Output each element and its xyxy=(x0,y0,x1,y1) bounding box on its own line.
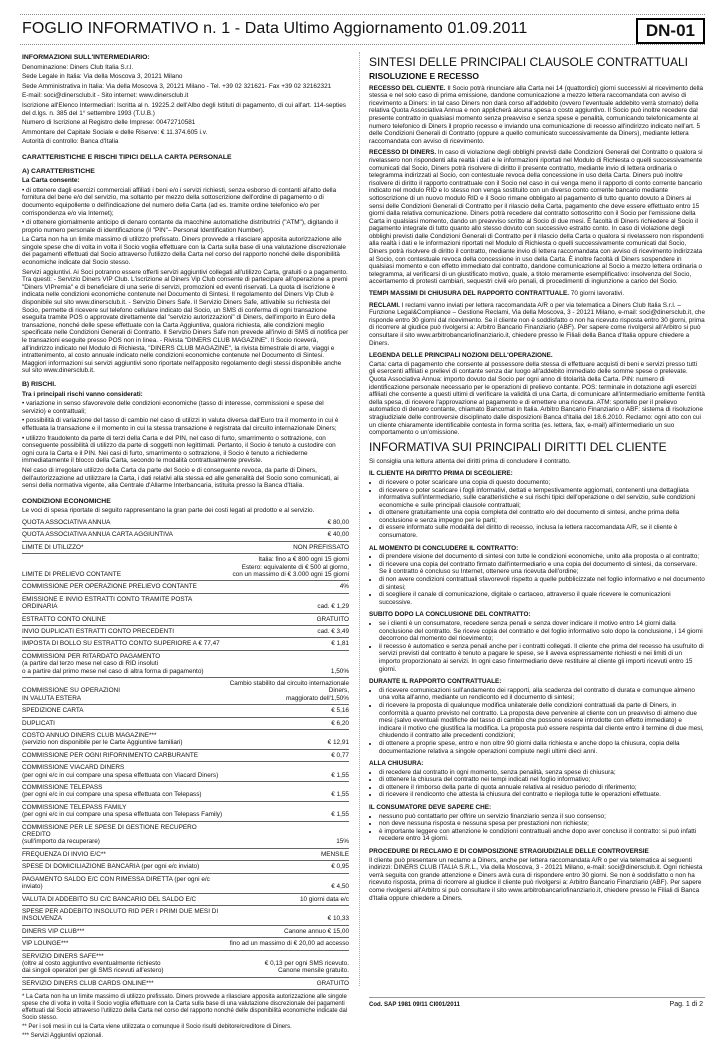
intermediary-line: Sede Amministrativa in Italia: Via della Moscova 3, 20121 Milano - Tel. +39 02 321621- Fax +39 02 32162321 xyxy=(22,82,332,90)
cost-label: QUOTA ASSOCIATIVA ANNUA CARTA AGGIUNTIVA xyxy=(22,529,224,541)
cost-label: DUPLICATI xyxy=(22,717,224,729)
legend-paragraph: Carta: carta di pagamento che consente al possessore della stessa di effettuare acquisti di beni e servizi presso tutti gli esercenti affiliati e prelievi di contante senza dar luogo all'addebito immediato delle somme spese o prelevate. Quota Associativa Annua: importo dovuto dal Socio per ogni anno di titolarità della Carta. PIN: numero di identificazione personale necessario per le operazioni di prelievo contante. POS: terminale in dotazione agli esercizi affiliati che consente a questi ultimi di verificare la validità di una Carta, di comunicare all'intermediario emittente l'entità della spesa, di ricevere l'approvazione al pagamento e di emettere una ricevuta. ATM: sportello per il prelievo automatico di denaro contante, chiamato Bancomat in Italia. Arbitro Bancario Finanziario o ABF: sistema di risoluzione stragiudiziale delle controversie disciplinato dalle disposizioni Banca d'Italia del 18.6.2010. Reclamo: ogni atto con cui un cliente chiaramente identificabile contesta in forma scritta (es. lettera, fax, e-mail) all'intermediario un suo comportamento o un'omissione. xyxy=(369,360,705,437)
list-item: • il recesso è automatico e senza penali anche per i contratti collegati. Il cliente che prima del recesso ha usufruito di servizi previsti dal contratto è tenuto a pagare le spese, se li aveva espressamente richiesti e nei limiti di un importo proporzionato ai servizi. In ogni caso l'intermediario deve restituire al cliente gli importi ricevuti entro 15 giorni. xyxy=(379,643,705,673)
footnote: *** Servizi Aggiuntivi opzionali. xyxy=(22,1033,104,1040)
cost-value: € 0,77 xyxy=(224,749,349,761)
cost-label: COMMISSIONE SU OPERAZIONI IN VALUTA ESTERA xyxy=(22,677,224,704)
page-title: FOGLIO INFORMATIVO n. 1 - Data Ultimo Aggiornamento 01.09.2011 xyxy=(22,20,528,37)
cost-label: VALUTA DI ADDEBITO SU C/C BANCARIO DEL SALDO E/C xyxy=(22,893,224,905)
cost-row xyxy=(22,782,349,802)
list-item: • se i clienti è un consumatore, recedere senza penali e senza dover indicare il motivo entro 14 giorni dalla conclusione del contratto. Se riceve copia del contratto e del foglio informativo solo dopo la conclusione, i 14 giorni decorrono dal momento del ricevimento; xyxy=(379,620,705,643)
cost-value: cad. € 1,29 xyxy=(224,593,349,613)
cost-label: INVIO DUPLICATI ESTRATTI CONTO PRECEDENTI xyxy=(22,625,224,637)
header-top-rule xyxy=(20,14,705,15)
cost-row xyxy=(22,801,349,821)
cost-value: 4% xyxy=(224,581,349,593)
diners-withdrawal-paragraph: RECESSO DI DINERS. In caso di violazione degli obblighi previsti dalle Condizioni Generali del Contratto o qualora si rivelassero non rispondenti alla realtà i dati e le informazioni riportati nel Modulo di Richiesta o quelli successivamente comunicati dal Socio, Diners potrà risolvere di diritto il presente contratto, mediante invio di lettera ordinaria o telegramma indirizzati al Socio, con contestuale revoca della concessione in uso della Carta. Diners può inoltre risolvere di diritto il rapporto contrattuale con il Socio nel caso in cui venga meno il rapporto di conto corrente bancario indicato nel modulo RID e lo stesso non venga sostituito con un diverso conto corrente bancario mediante sottoscrizione di un nuovo modulo RID e il Socio rimane obbligato al pagamento di tutto quanto dovuto a Diners ai sensi delle Condizioni Generali di Contratto per il rilascio della Carta, pagamento che deve essere effettuato entro 15 giorni dalla relativa comunicazione. Diners potrà recedere dal contratto sottoscritto con il Socio per l'emissione della Carta in qualsiasi momento, dando un preavviso scritto al Socio di due mesi. È facoltà di Diners richiedere al Socio il pagamento integrale di tutto quanto allo stesso dovuto con successivo estratto conto. In caso di violazione degli obblighi previsti dalle Condizioni Generali di Contratto per il rilascio della Carta o qualora si rivelassero non rispondenti alla realtà i dati e le informazioni riportati nel Modulo di Richiesta o quelli successivamente comunicati dal Socio, Diners potrà risolvere di diritto il contratto, mediante invio di lettera raccomandata con avviso di ricevimento indirizzata al Socio, con contestuale revoca della concessione in uso della Carta. È inoltre facoltà di Diners sospendere in qualsiasi momento e con effetto immediato dal contratto, dandone comunicazione al Socio a mezzo lettera ordinaria o telegramma, al verificarsi di un giustificato motivo, quale, a titolo meramente esemplificativo: insolvenza del Socio, accertamento di protesti cambiari, sequestri civili e/o penali, di procedimenti di ingiunzione a carico del Socio. xyxy=(369,149,704,286)
list-item: • di ricevere o poter scaricare una copia di questo documento; xyxy=(379,479,705,487)
cost-value: Italia: fino a € 800 ogni 15 giorni Estero: equivalente di € 500 al giorno, con un massimo di € 3.000 ogni 15 giorni xyxy=(224,554,349,581)
customer-withdrawal-paragraph: RECESSO DEL CLIENTE. Il Socio potrà rinunciare alla Carta nei 14 (quattordici) giorni successivi al ricevimento della stessa e nel solo caso di prima emissione, dandone comunicazione a mezzo lettera raccomandata con avviso di ricevimento a Diners: in tal caso Diners non darà corso all'addebito (ovvero l'eventuale addebito verrà stornato) della relativa Quota Associativa Annua e non applicherà alcuna spesa o costo aggiuntivo. Il Socio può inoltre recedere dal presente contratto in qualsiasi momento senza preavviso e senza spese e penalità, comunicando telefonicamente al numero telefonico di Diners il proprio recesso e inviando una comunicazione di recesso all'indirizzo indicato nell'art. 5 delle Condizioni Generali di Contratto (oppure a quello comunicato successivamente da Diners), mediante lettera raccomandata con avviso di ricevimento. xyxy=(369,84,704,145)
cost-value: € 6,20 xyxy=(224,717,349,729)
cost-row xyxy=(22,541,349,553)
cost-row xyxy=(22,873,349,893)
cost-value: € 0,95 xyxy=(224,861,349,873)
cost-label: LIMITE DI UTILIZZO* xyxy=(22,541,224,553)
rights-during-heading: DURANTE IL RAPPORTO CONTRATTUALE: xyxy=(369,678,502,686)
cost-row xyxy=(22,613,349,625)
cost-label: PAGAMENTO SALDO E/C CON RIMESSA DIRETTA (per ogni e/c inviato) xyxy=(22,873,224,893)
risks-paragraph: • utilizzo fraudolento da parte di terzi della Carta e del PIN, nel caso di furto, smarrimento o sottrazione, con conseguente possibilità di utilizzo da parte di soggetti non legittimati. Pertanto, il Socio è tenuto a custodire con ogni cura la Carta e il PIN. Nei casi di furto, smarrimento o sottrazione, il Socio è tenuto a richiederne immediatamente il blocco della Carta, secondo le modalità contrattualmente previste. xyxy=(22,434,336,465)
cost-row xyxy=(22,821,349,848)
intermediary-line: Autorità di controllo: Banca d'Italia xyxy=(22,138,119,146)
cost-label: FREQUENZA DI INVIO E/C** xyxy=(22,848,224,860)
rights-closing-heading: ALLA CHIUSURA: xyxy=(369,760,424,768)
legend-heading: LEGENDA DELLE PRINCIPALI NOZIONI DELL'OPERAZIONE. xyxy=(369,352,553,360)
characteristics-heading: A) CARATTERISTICHE xyxy=(22,167,95,175)
cost-value: € 4,50 xyxy=(224,873,349,893)
rights-after-heading: SUBITO DOPO LA CONCLUSIONE DEL CONTRATTO: xyxy=(369,611,531,619)
economic-conditions-heading: CONDIZIONI ECONOMICHE xyxy=(22,497,111,505)
cost-row xyxy=(22,730,349,750)
consumer-notice-list xyxy=(369,813,705,843)
intermediary-line: Sede Legale in Italia: Via della Moscova 3, 20121 Milano xyxy=(22,73,183,81)
cost-label: SPESE PER ADDEBITO INSOLUTO RID PER I PRIMI DUE MESI DI INSOLVENZA xyxy=(22,905,224,925)
list-item: • di ottenere il rimborso della parte di quota annuale relativa al residuo periodo di riferimento; xyxy=(379,784,705,792)
cost-label: COMMISSIONE PER LE SPESE DI GESTIONE RECUPERO CREDITO (sull'importo da recuperare) xyxy=(22,821,224,848)
cost-row xyxy=(22,650,349,677)
cost-row xyxy=(22,905,349,925)
cost-row xyxy=(22,625,349,637)
header-bottom-rule xyxy=(20,44,705,45)
cost-row xyxy=(22,861,349,873)
list-item: • di scegliere il canale di comunicazione, digitale o cartaceo, attraverso il quale ricevere le comunicazioni successive. xyxy=(379,591,705,606)
intermediary-info xyxy=(22,64,349,146)
cost-row xyxy=(22,581,349,593)
list-item: • di recedere dal contratto in ogni momento, senza penalità, senza spese di chiusura; xyxy=(379,769,705,777)
cost-label: QUOTA ASSOCIATIVA ANNUA xyxy=(22,517,224,529)
risks-text xyxy=(22,400,349,490)
right-column xyxy=(369,54,705,904)
list-item: • di ricevere il rendiconto che attesta la chiusura del contratto e riepiloga tutte le operazioni effettuate. xyxy=(379,791,705,799)
cost-value: € 1,55 xyxy=(224,762,349,782)
cost-value: € 40,00 xyxy=(224,529,349,541)
characteristics-paragraph: Servizi aggiuntivi. Ai Soci potranno essere offerti servizi aggiuntivi collegati all'utilizzo Carta, gratuiti o a pagamento. Tra questi: - Servizio Diners VIP Club. L'iscrizione al Diners Vip Club consente di partecipare all'operazione a premi "Diners VIPremia" e di beneficiare di una serie di servizi, promozioni ed eventi riservati. La quota di iscrizione è indicata nelle condizioni economiche contenute nel Documento di Sintesi. Il regolamento del Diners Vip Club è disponibile sul sito www.dinersclub.it. - Servizio Diners Safe. Il Servizio Diners Safe, attivabile su richiesta del Socio, permette di ricevere sul telefono cellulare indicato dal Socio, un SMS di conferma di ogni transazione eseguita tramite POS o approvate direttamente dal "servizio autorizzazioni" di Diners, dell'importo in Euro della transazione, nonché delle spese effettuate con la Carta Aggiuntiva, qualora richiesta, alle condizioni meglio specificate nelle Condizioni Generali di Contratto. Il Servizio Diners Safe non prevede all'invio di SMS di notifica per le transazioni eseguite presso POS non in linea. - Rivista "DINERS CLUB MAGAZINE". Il Socio riceverà, all'indirizzo indicato nel Modulo di Richiesta, "DINERS CLUB MAGAZINE", la rivista bimestrale di arte, viaggi e intrattenimento, al costo annuale indicato nelle condizioni economiche contenute nel Documento di Sintesi. Maggiori informazioni sui servizi aggiuntivi sono riportate nell'apposito regolamento degli stessi disponibile anche sul sito www.dinersclub.it. xyxy=(22,268,349,375)
cost-row xyxy=(22,529,349,541)
cost-label: COMMISSIONE TELEPASS (per ogni e/c in cui compare una spesa effettuata con Telepass) xyxy=(22,782,224,802)
cost-value: € 1,55 xyxy=(224,782,349,802)
characteristics-paragraph: • di ottenere dagli esercizi commerciali affiliati i beni e/o i servizi richiesti, senza esborso di contanti all'atto della fornitura del bene e/o del servizio, ma soltanto per mezzo della sottoscrizione dell'ordine di pagamento o di documento equipollente o dell'indicazione del numero della Carta (ad es. tramite ordine telefonico e/o per corrispondenza e/o via Internet); xyxy=(22,186,337,217)
cost-value: 1,50% xyxy=(224,650,349,677)
closing-time-paragraph: TEMPI MASSIMI DI CHIUSURA DEL RAPPORTO CONTRATTUALE. 70 giorni lavorativi. xyxy=(369,290,625,298)
termination-heading: RISOLUZIONE E RECESSO xyxy=(369,71,480,81)
list-item: • nessuno può contattarlo per offrire un servizio finanziario senza il suo consenso; xyxy=(379,813,705,821)
cost-row xyxy=(22,893,349,905)
cost-label: COMMISSIONE PER OGNI RIFORNIMENTO CARBURANTE xyxy=(22,749,224,761)
cost-row xyxy=(22,554,349,581)
intermediary-heading: INFORMAZIONI SULL'INTERMEDIARIO: xyxy=(22,54,150,61)
cost-label: SERVIZIO DINERS SAFE*** (oltre al costo aggiuntivo eventualmente richiesto dai singoli operatori per gli SMS ricevuti all'estero) xyxy=(22,950,224,977)
footnote: ** Per i soli mesi in cui la Carta viene utilizzata o comunque il Socio risulti debitore/creditore di Diners. xyxy=(22,1024,292,1031)
cost-value: Cambio stabilito dal circuito internazionale Diners, maggiorato dell'1,50% xyxy=(224,677,349,704)
complaints-paragraph: RECLAMI. I reclami vanno inviati per lettera raccomandata A/R o per via telematica a Diners Club Italia S.r.l. – Funzione Legal&Compliance – Gestione Reclami, Via della Moscova, 3 - 20121 Milano, e-mail: soci@dinersclub.it, che risponde entro 30 giorni dal ricevimento. Se il cliente non è soddisfatto o non ha ricevuto risposta entro 30 giorni, prima di ricorrere al giudice può rivolgersi a: Arbitro Bancario Finanziario (ABF). Per sapere come rivolgersi all'Arbitro si può consultare il sito www.arbitrobancariofinanziario.it, chiedere presso le Filiali della Banca d'Italia oppure chiedere a Diners. xyxy=(369,301,706,347)
list-item: • di ricevere una copia del contratto firmato dall'intermediario e una copia del documento di sintesi, da conservare. Se il contratto è concluso su Internet, ottenere una ricevuta dell'ordine; xyxy=(379,561,705,576)
cost-value: € 12,91 xyxy=(224,730,349,750)
cost-row xyxy=(22,762,349,782)
risks-sub: Tra i principali rischi vanno considerati: xyxy=(22,390,143,398)
cost-row xyxy=(22,677,349,704)
intermediary-line: Numero di Iscrizione al Registro delle Imprese: 00472710581 xyxy=(22,119,196,127)
list-item: • di ricevere o poter scaricare i fogli informativi, dettati e tempestivamente aggiornati, contenenti una dettagliata informativa sull'intermediario, sulle caratteristiche e sui rischi tipici dell'operazione o del servizio, sulle condizioni economiche e sulle principali clausole contrattuali; xyxy=(379,487,705,510)
list-item: • di ottenere la chiusura del contratto nei tempi indicati nel foglio informativo; xyxy=(379,776,705,784)
rights-during-list xyxy=(369,687,705,755)
risks-paragraph: Nel caso di irregolare utilizzo della Carta da parte del Socio e di conseguente revoca, da parte di Diners, dell'autorizzazione ad utilizzare la Carta, i dati relativi alla stessa ed alle generalità del Socio sono comunicati, ai sensi della normativa vigente, alla Centrale d'Allarme Interbancaria, istituita presso la Banca d'Italia. xyxy=(22,466,339,490)
cost-label: DINERS VIP CLUB*** xyxy=(22,925,224,937)
list-item: • di prendere visione del documento di sintesi con tutte le condizioni economiche, unito alla proposta o al contratto; xyxy=(379,553,705,561)
cost-value: € 10,33 xyxy=(224,905,349,925)
rights-conclusion-heading: AL MOMENTO DI CONCLUDERE IL CONTRATTO: xyxy=(369,544,519,552)
dispute-procedure-paragraph: Il cliente può presentare un reclamo a Diners, anche per lettera raccomandata A/R o per via telematica ai seguenti indirizzi: DINERS CLUB ITALIA S.R.L., Via della Moscova, 3 - 20121 Milano, e-mail: soci@dinersclub.it. Ogni richiesta verrà seguita con grande attenzione e Diners avrà cura di rispondere entro 30 giorni. Se non è soddisfatto o non ha ricevuto risposta, prima di ricorrere al giudice il cliente può rivolgersi a: Arbitro Bancario Finanziario (ABF). Per sapere come rivolgersi all'Arbitro si può consultare il sito www.arbitrobancariofinanziario.it, chiedere presso le Filiali di Banca d'Italia oppure chiedere a Diners. xyxy=(369,856,703,902)
dispute-procedure-heading: PROCEDURE DI RECLAMO E DI COMPOSIZIONE STRAGIUDIZIALE DELLE CONTROVERSIE xyxy=(369,848,649,856)
list-item: • di non avere condizioni contrattuali sfavorevoli rispetto a quelle pubblicizzate nel foglio informativo e nel documento di sintesi; xyxy=(379,576,705,591)
cost-row xyxy=(22,705,349,717)
cost-row xyxy=(22,749,349,761)
column-divider xyxy=(359,52,360,986)
cost-value: € 80,00 xyxy=(224,517,349,529)
rights-before-heading: IL CLIENTE HA DIRITTO PRIMA DI SCEGLIERE: xyxy=(369,470,513,478)
list-item: • di essere informato sulle modalità del diritto di recesso, inclusa la lettera raccomandata A/R, se il cliente è consumatore. xyxy=(379,524,705,539)
cost-label: COSTO ANNUO DINERS CLUB MAGAZINE*** (servizio non disponibile per le Carte Aggiuntive familiari) xyxy=(22,730,224,750)
cost-value: MENSILE xyxy=(224,848,349,860)
intermediary-line: Ammontare del Capitale Sociale e delle Riserve: € 11.374.605 i.v. xyxy=(22,128,208,136)
footer-code: Cod. SAP 1981 09/11 CI001/2011 xyxy=(369,1002,460,1008)
cost-value: € 1,55 xyxy=(224,801,349,821)
cost-row xyxy=(22,593,349,613)
cost-label: EMISSIONE E INVIO ESTRATTI CONTO TRAMITE POSTA ORDINARIA xyxy=(22,593,224,613)
cost-label: LIMITE DI PRELIEVO CONTANTE xyxy=(22,554,224,581)
page-number: Pag. 1 di 2 xyxy=(669,1001,703,1008)
cost-label: COMMISSIONE TELEPASS FAMILY (per ogni e/c in cui compare una spesa effettuata con Telepass Family) xyxy=(22,801,224,821)
document-code: DN-01 xyxy=(636,18,705,44)
cost-label: IMPOSTA DI BOLLO SU ESTRATTO CONTO SUPERIORE A € 77,47 xyxy=(22,638,224,650)
cost-label: COMMISSIONE PER OPERAZIONE PRELIEVO CONTANTE xyxy=(22,581,224,593)
cost-row xyxy=(22,977,349,989)
cost-value: fino ad un massimo di € 20,00 ad accesso xyxy=(224,938,349,950)
cost-row xyxy=(22,517,349,529)
list-item: • di ottenere a proprie spese, entro e non oltre 90 giorni dalla richiesta e anche dopo la chiusura, copia della documentazione relativa a singole operazioni compiute negli ultimi dieci anni. xyxy=(379,740,705,755)
characteristics-text xyxy=(22,187,349,375)
risks-paragraph: • possibilità di variazione del tasso di cambio nel caso di utilizzi in valuta diversa dall'Euro tra il momento in cui è effettuata la transazione e il momento in cui la stessa transazione è registrata dal circuito internazionale Diners; xyxy=(22,417,339,432)
cost-row xyxy=(22,938,349,950)
characteristics-paragraph: • di ottenere giornalmente anticipo di denaro contante da macchine automatiche distributrici ("ATM"), digitando il proprio numero personale di identificazione (il "PIN"– Personal Identification Number). xyxy=(22,219,339,234)
footnote: * La Carta non ha un limite massimo di utilizzo prefissato. Diners provvede a rilasciare apposita autorizzazione alle singole spese che di volta in volta il Socio voglia effettuare con la Carta sulla base di una valutazione discrezionale dei pagamenti effettuati dal Socio attraverso l'utilizzo della Carta nel corso del rapporto nonché delle disponibilità economiche indicate dal Socio stesso. xyxy=(22,994,348,1022)
cost-value: € 0,13 per ogni SMS ricevuto. Canone mensile gratuito. xyxy=(224,950,349,977)
cost-row xyxy=(22,925,349,937)
rights-after-list xyxy=(369,620,705,673)
costs-table xyxy=(22,517,349,990)
cost-value: NON PREFISSATO xyxy=(224,541,349,553)
cost-value: Canone annuo € 15,00 xyxy=(224,925,349,937)
list-item: • di ottenere gratuitamente una copia completa del contratto e/o del documento di sintesi, anche prima della conclusione e senza impegno per le parti; xyxy=(379,509,705,524)
rights-subheading: Si consiglia una lettura attenta dei diritti prima di concludere il contratto. xyxy=(369,457,571,465)
intermediary-line: E-mail: soci@dinersclub.it - Sito internet: www.dinersclub.it xyxy=(22,92,189,100)
characteristics-sub: La Carta consente: xyxy=(22,177,80,185)
cost-value: GRATUITO xyxy=(224,613,349,625)
list-item: • di ricevere la proposta di qualunque modifica unilaterale delle condizioni contrattuali da parte di Diners, in conformità a quanto previsto nel contratto. La proposta deve pervenire al cliente con un preavviso di almeno due mesi (salvo eventuali modifiche del tasso di cambio che possono essere introdotte con effetto immediato) e indicare il motivo che giustifica la modifica. La proposta può essere respinta dal cliente entro il termine di due mesi, chiudendo il contratto alle precedenti condizioni; xyxy=(379,702,705,740)
rights-heading: INFORMATIVA SUI PRINCIPALI DIRITTI DEL CLIENTE xyxy=(369,439,667,454)
intermediary-line: Iscrizione all'Elenco Intermediari: Iscritta al n. 19225.2 dell'Albo degli Istituti di pagamento, di cui all'art. 114-septies del d.lgs. n. 385 del 1° settembre 1993 (T.U.B.) xyxy=(22,101,346,117)
cost-value: € 1,81 xyxy=(224,638,349,650)
risks-heading: B) RISCHI. xyxy=(22,380,56,388)
cost-row xyxy=(22,950,349,977)
intermediary-line: Denominazione: Diners Club Italia S.r.l. xyxy=(22,63,134,71)
rights-before-list xyxy=(369,479,705,540)
footnotes xyxy=(22,994,349,1040)
cost-value: 10 giorni data e/c xyxy=(224,893,349,905)
cost-label: ESTRATTO CONTO ONLINE xyxy=(22,613,224,625)
cost-label: COMMISSIONI PER RITARDATO PAGAMENTO (a partire dal terzo mese nel caso di RID insoluti o a partire dal primo mese nel caso di altra forma di pagamento) xyxy=(22,650,224,677)
cost-label: SPEDIZIONE CARTA xyxy=(22,705,224,717)
cost-row xyxy=(22,638,349,650)
cost-row xyxy=(22,848,349,860)
list-item: • è importante leggere con attenzione le condizioni contrattuali anche dopo aver concluso il contratto: si può infatti recedere entro 14 giorni. xyxy=(379,828,705,843)
list-item: • di ricevere comunicazioni sull'andamento dei rapporti, alla scadenza del contratto di durata e comunque almeno una volta all'anno, mediante un rendiconto ed il documento di sintesi; xyxy=(379,687,705,702)
rights-conclusion-list xyxy=(369,553,705,606)
cost-label: COMMISSIONE VIACARD DINERS (per ogni e/c in cui compare una spesa effettuata con Viacard Diners) xyxy=(22,762,224,782)
left-column xyxy=(22,54,349,1042)
characteristics-paragraph: La Carta non ha un limite massimo di utilizzo prefissato. Diners provvede a rilasciare apposita autorizzazione alle singole spese che di volta in volta il Socio voglia effettuare con la Carta sulla base di una valutazione discrezionale dei pagamenti effettuati dal Socio attraverso l'utilizzo della Carta nel corso del rapporto nonché delle disponibilità economiche indicate dal Socio stesso. xyxy=(22,236,346,267)
consumer-notice-heading: IL CONSUMATORE DEVE SAPERE CHE: xyxy=(369,804,492,812)
rights-closing-list xyxy=(369,769,705,799)
cost-value: 15% xyxy=(224,821,349,848)
risks-paragraph: • variazione in senso sfavorevole delle condizioni economiche (tasso di interesse, commissioni e spese del servizio) e contrattuali; xyxy=(22,400,324,415)
footer-rule xyxy=(369,997,705,998)
cost-value: GRATUITO xyxy=(224,977,349,989)
cost-label: VIP LOUNGE*** xyxy=(22,938,224,950)
cost-label: SPESE DI DOMICILIAZIONE BANCARIA (per ogni e/c inviato) xyxy=(22,861,224,873)
economic-conditions-intro: Le voci di spesa riportate di seguito rappresentano la gran parte dei costi legati al prodotto e al servizio. xyxy=(22,507,315,515)
cost-row xyxy=(22,717,349,729)
list-item: • non deve nessuna risposta e nessuna spesa per prestazioni non richieste; xyxy=(379,820,705,828)
cost-label: SERVIZIO DINERS CLUB CARDS ONLINE*** xyxy=(22,977,224,989)
features-heading: CARATTERISTICHE E RISCHI TIPICI DELLA CARTA PERSONALE xyxy=(22,153,232,161)
cost-value: cad. € 3,49 xyxy=(224,625,349,637)
clauses-heading: SINTESI DELLE PRINCIPALI CLAUSOLE CONTRATTUALI xyxy=(369,55,688,69)
cost-value: € 5,16 xyxy=(224,705,349,717)
